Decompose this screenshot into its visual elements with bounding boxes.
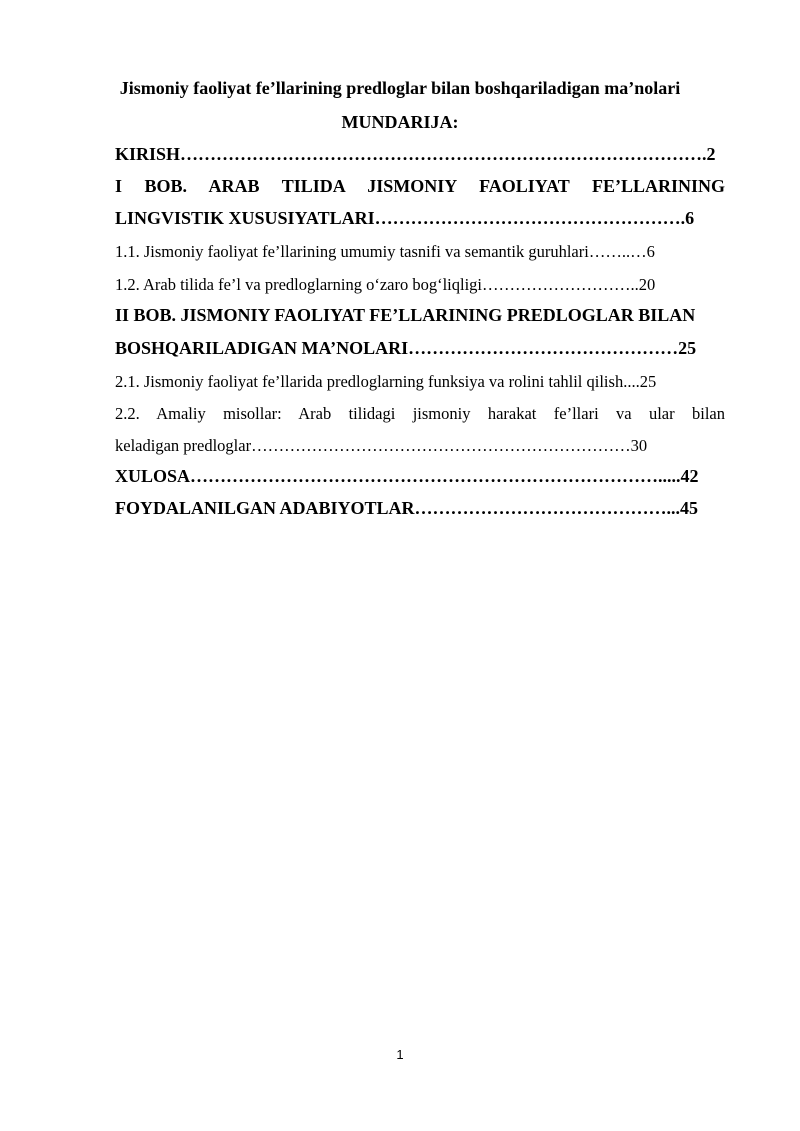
page-number: 1	[396, 1047, 404, 1062]
toc-heading: MUNDARIJA:	[341, 112, 459, 132]
toc-entry-chapter-1-line-2: LINGVISTIK XUSUSIYATLARI…………………………………………….6	[115, 208, 695, 228]
toc-entry-chapter-2-line-1: II BOB. JISMONIY FAOLIYAT FE’LLARINING PREDLOGLAR BILAN	[115, 305, 696, 325]
toc-entry-section-2-1: 2.1. Jismoniy faoliyat fe’llarida predloglarning funksiya va rolini tahlil qilish....25	[115, 372, 657, 391]
toc-entry-chapter-2-line-2: BOSHQARILADIGAN MA’NOLARI………………………………………25	[115, 338, 697, 358]
toc-entry-section-2-2-line-2: keladigan predloglar……………………………………………………………30	[115, 436, 648, 455]
document-title: Jismoniy faoliyat fe’llarining predloglar bilan boshqariladigan ma’nolari	[119, 78, 681, 98]
toc-entry-adabiyotlar: FOYDALANILGAN ADABIYOTLAR……………………………………...45	[115, 498, 699, 518]
toc-entry-xulosa: XULOSA…………………………………………………………………….....42	[115, 466, 699, 486]
toc-entry-chapter-1-line-1: I BOB. ARAB TILIDA JISMONIY FAOLIYAT FE’LLARINING	[115, 176, 725, 196]
toc-entry-section-1-2: 1.2. Arab tilida fe’l va predloglarning o‘zaro bog‘liqligi………………………..20	[115, 275, 656, 294]
toc-entry-kirish: KIRISH…………………………………………………………………………….2	[115, 144, 716, 164]
toc-entry-section-1-1: 1.1. Jismoniy faoliyat fe’llarining umumiy tasnifi va semantik guruhlari……..…6	[115, 242, 655, 261]
toc-entry-section-2-2-line-1: 2.2. Amaliy misollar: Arab tilidagi jismoniy harakat fe’llari va ular bilan	[115, 404, 725, 423]
